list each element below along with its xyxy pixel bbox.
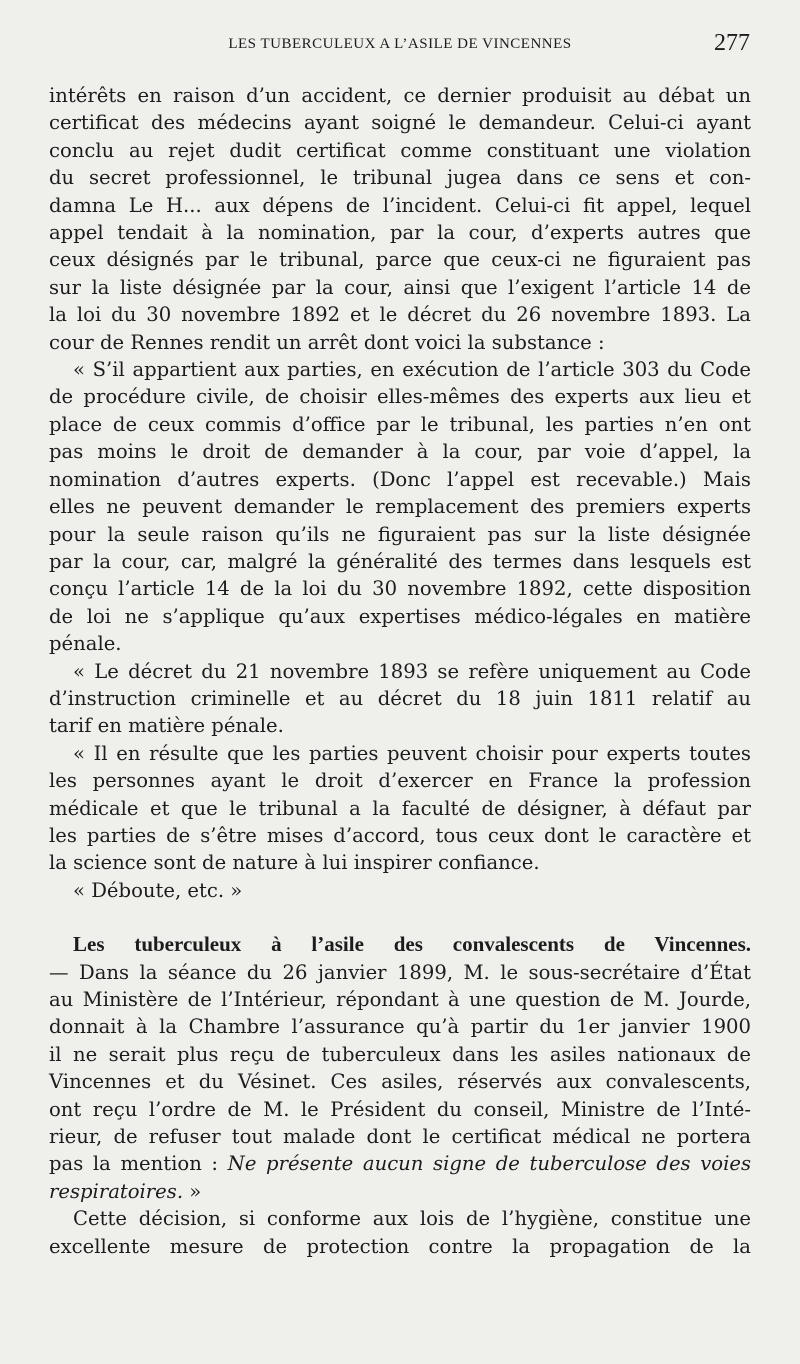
text-line-with-quote <box>49 1178 751 1205</box>
text-line: il ne serait plus reçu de tuberculeux dans les asiles nationaux de <box>49 1042 751 1066</box>
text-line: elles ne peuvent demander le remplacement des premiers experts <box>49 495 751 519</box>
text-line: — Dans la séance du 26 janvier 1899, M. le sous-secrétaire d’État <box>49 960 751 984</box>
text-line: cour de Rennes rendit un arrêt dont voici la substance : <box>49 330 605 354</box>
text-line: conclu au rejet dudit certificat comme constituant une violation <box>49 138 751 162</box>
text-line: Vincennes et du Vésinet. Ces asiles, réservés aux convalescents, <box>49 1070 751 1094</box>
text-line: ont reçu l’ordre de M. le Président du conseil, Ministre de l’Inté- <box>49 1097 751 1121</box>
text-line: place de ceux commis d’office par le tribunal, les parties n’en ont <box>49 412 751 436</box>
quoted-mention: Ne présente aucun signe de tuberculose des voies <box>227 1152 751 1176</box>
text-line: les parties de s’être mises d’accord, tous ceux dont le caractère et <box>49 823 751 847</box>
section-gap <box>49 904 751 931</box>
text-line: sur la liste désignée par la cour, ainsi que l’exigent l’article 14 de <box>49 275 751 299</box>
text-line: les personnes ayant le droit d’exercer en France la profession <box>49 769 751 793</box>
paragraph-4 <box>49 740 751 877</box>
text-line: du secret professionnel, le tribunal jugea dans ce sens et con- <box>49 166 751 190</box>
text-line: pour la seule raison qu’ils ne figuraient pas sur la liste désignée <box>49 522 751 546</box>
text-line: « Le décret du 21 novembre 1893 se refère uniquement au Code <box>73 659 751 683</box>
paragraph-7 <box>49 1205 751 1260</box>
text-line: la loi du 30 novembre 1892 et le décret du 26 novembre 1893. La <box>49 303 751 327</box>
text-line: d’instruction criminelle et au décret du 18 juin 1811 relatif au <box>49 686 751 710</box>
text-line: certificat des médecins ayant soigné le demandeur. Celui-ci ayant <box>49 111 751 135</box>
running-title: LES TUBERCULEUX A L’ASILE DE VINCENNES <box>228 36 572 52</box>
paragraph-1 <box>49 82 751 356</box>
text-line: conçu l’article 14 de la loi du 30 novembre 1892, cette disposition <box>49 577 751 601</box>
text-line: de loi ne s’applique qu’aux expertises médico-légales en matière <box>49 604 751 628</box>
paragraph-3 <box>49 658 751 740</box>
text-line: de procédure civile, de choisir elles-mêmes des experts aux lieu et <box>49 385 751 409</box>
text-line: « Déboute, etc. » <box>73 878 243 902</box>
text-line: la science sont de nature à lui inspirer confiance. <box>49 851 540 875</box>
quoted-mention: respiratoires. <box>49 1179 184 1203</box>
paragraph-2 <box>49 356 751 657</box>
text-line: nomination d’autres experts. (Donc l’appel est recevable.) Mais <box>49 467 751 491</box>
body-text <box>49 82 751 1260</box>
text-line: tarif en matière pénale. <box>49 714 284 738</box>
page-header <box>50 30 750 66</box>
text-segment: pas la mention : <box>49 1152 219 1176</box>
text-line: rieur, de refuser tout malade dont le certificat médical ne portera <box>49 1125 751 1149</box>
text-line: par la cour, car, malgré la généralité des termes dans lesquels est <box>49 549 751 573</box>
text-line: damna Le H... aux dépens de l’incident. Celui-ci fit appel, lequel <box>49 193 751 217</box>
text-line: appel tendait à la nomination, par la cour, d’experts autres que <box>49 221 751 245</box>
text-line: pas moins le droit de demander à la cour, par voie d’appel, la <box>49 440 751 464</box>
text-line: « Il en résulte que les parties peuvent choisir pour experts toutes <box>73 741 751 765</box>
text-line: au Ministère de l’Intérieur, répondant à une question de M. Jourde, <box>49 988 751 1011</box>
text-line: intérêts en raison d’un accident, ce dernier produisit au débat un <box>49 84 751 107</box>
text-line: médicale et que le tribunal a la faculté de désigner, à défaut par <box>49 796 751 820</box>
page-number: 277 <box>714 30 750 56</box>
section-title: Les tuberculeux à l’asile des convalescents de Vincennes. <box>73 932 751 957</box>
text-line: ceux désignés par le tribunal, parce que ceux-ci ne figuraient pas <box>49 248 751 272</box>
paragraph-6 <box>49 931 751 1205</box>
text-line: Cette décision, si conforme aux lois de l’hygiène, constitue une <box>73 1207 751 1231</box>
text-line-with-quote <box>49 1150 751 1177</box>
closing-quote: » <box>183 1179 202 1203</box>
text-line: pénale. <box>49 632 122 656</box>
text-line: « S’il appartient aux parties, en exécution de l’article 303 du Code <box>73 358 751 382</box>
paragraph-5 <box>49 877 751 904</box>
text-line: excellente mesure de protection contre la propagation de la <box>49 1234 751 1258</box>
text-line: donnait à la Chambre l’assurance qu’à partir du 1er janvier 1900 <box>49 1015 751 1039</box>
